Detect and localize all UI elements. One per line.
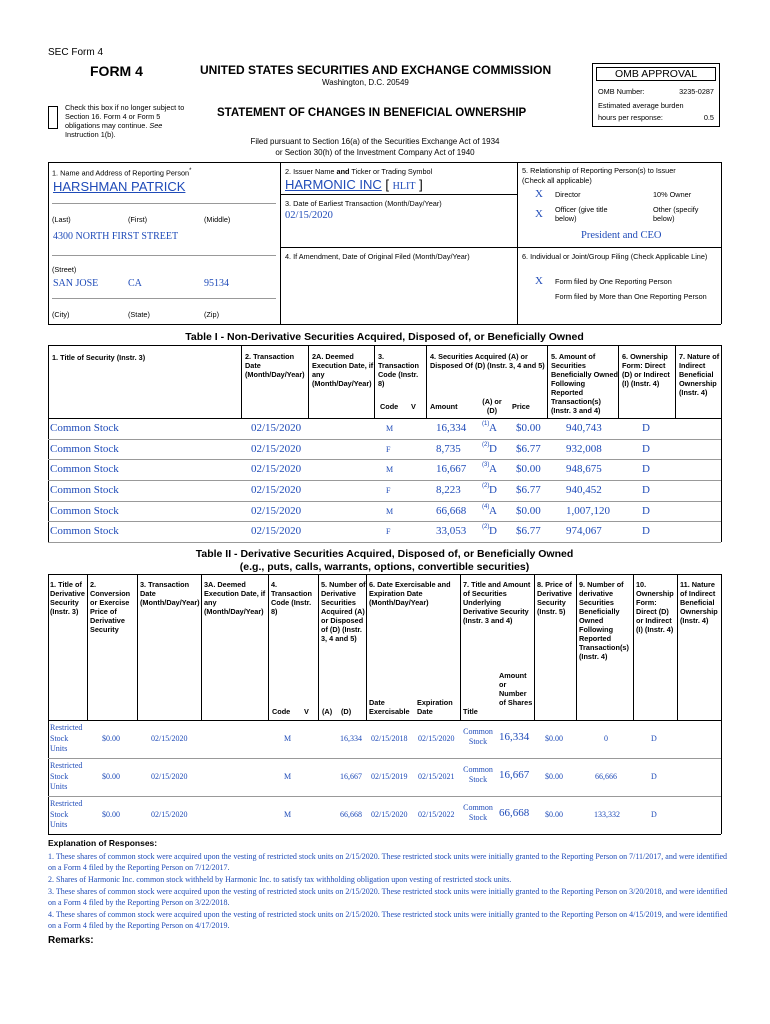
t2-row-code: M [284,734,292,743]
t1-row-title: Common Stock [50,422,119,434]
t2-row-price: $0.00 [545,734,563,743]
t1-row-form: D [642,505,650,517]
sec-form-label: SEC Form 4 [48,47,104,58]
officer-title: President and CEO [581,230,662,241]
t2-row-code: M [284,810,292,819]
t2-row-expiration: 02/15/2021 [418,772,455,781]
t1-row-date: 02/15/2020 [251,505,302,517]
t1-h-price: Price [512,402,530,411]
t1-h-nature: 7. Nature of Indirect Beneficial Ownership (Instr. 4) [679,352,720,397]
box1-label: 1. Name and Address of Reporting Person* [52,168,192,178]
t1-row-form: D [642,525,650,537]
t2-row-date: 02/15/2020 [151,810,188,819]
t1-row-footnote[interactable]: (3) [482,462,490,468]
omb-approval-box [592,63,720,127]
t2-row-title: Restricted Stock Units [50,799,83,829]
t1-row-footnote[interactable]: (4) [482,504,490,510]
box4-label: 4. If Amendment, Date of Original Filed (Month/Day/Year) [285,252,470,261]
t1-row-owned: 932,008 [566,443,602,455]
omb-number: 3235-0287 [679,87,714,96]
t2-h-expiration: Expiration Date [417,698,453,716]
commission-city: Washington, D.C. 20549 [322,78,409,87]
t2-row-form: D [651,772,657,781]
t1-h-deemed: 2A. Deemed Execution Date, if any (Month/Day/Year) [312,352,374,388]
omb-number-label: OMB Number: [598,87,645,96]
t1-h-code: 3. Transaction Code (Instr. 8) [378,352,419,388]
t2-row-form: D [651,734,657,743]
t2-row-owned: 0 [604,734,608,743]
issuer-name[interactable]: HARMONIC INC [285,177,382,192]
form-number: FORM 4 [90,63,143,79]
t1-row-owned: 948,675 [566,463,602,475]
t1-row-ad: A [489,422,497,434]
first-label: (First) [128,215,148,224]
t2-row-amount: 16,334 [499,731,530,743]
box5-label: 5. Relationship of Reporting Person(s) to Issuer [522,166,676,175]
checkbox-instruction: Check this box if no longer subject to Section 16. Form 4 or Form 5 obligations may continue. See Instruction 1(b). [65,103,185,139]
t2-row-form: D [651,810,657,819]
filed-pursuant-2: or Section 30(h) of the Investment Company Act of 1940 [275,148,475,157]
table2-title-1: Table II - Derivative Securities Acquired, Disposed of, or Beneficially Owned [195,548,574,560]
t2-row-owned: 133,332 [594,810,620,819]
t1-row-footnote[interactable]: (1) [482,421,490,427]
t1-row-price: $0.00 [516,463,541,475]
t1-h-acquired: 4. Securities Acquired (A) or Disposed Of (D) (Instr. 3, 4 and 5) [430,352,545,370]
ticker-symbol: HLIT [392,181,416,192]
omb-title: OMB APPROVAL [596,67,716,81]
t2-row-amount: 16,667 [499,769,530,781]
t1-row-code: F [386,486,391,495]
t1-row-owned: 1,007,120 [566,505,610,517]
director-mark[interactable]: X [535,188,543,200]
t1-row-date: 02/15/2020 [251,443,302,455]
last-label: (Last) [52,215,71,224]
explanation-heading: Explanation of Responses: [48,838,158,848]
t2-h-conversion: 2. Conversion or Exercise Price of Derivative Security [90,580,131,634]
officer-mark[interactable]: X [535,208,543,220]
t2-row-conversion: $0.00 [102,772,120,781]
table1-title: Table I - Non-Derivative Securities Acquired, Disposed of, or Beneficially Owned [185,331,584,343]
t2-h-number: 5. Number of Derivative Securities Acquired (A) or Disposed of (D) (Instr. 3, 4 and 5) [321,580,366,643]
issuer-line: HARMONIC INC [ HLIT ] [285,177,423,192]
city-label: (City) [52,310,70,319]
t1-row-ad: D [489,525,497,537]
one-person-mark[interactable]: X [535,275,543,287]
box2-label: 2. Issuer Name and Ticker or Trading Symbol [285,167,433,176]
t2-row-date: 02/15/2020 [151,772,188,781]
t1-row-footnote[interactable]: (2) [482,524,490,530]
t1-row-title: Common Stock [50,443,119,455]
more-person-label: Form filed by More than One Reporting Person [555,292,707,301]
state-label: (State) [128,310,150,319]
statement-title: STATEMENT OF CHANGES IN BENEFICIAL OWNERSHIP [217,107,527,119]
t1-row-price: $0.00 [516,505,541,517]
t2-h-a: (A) [322,707,333,716]
t1-row-amount: 33,053 [436,525,467,537]
t1-row-title: Common Stock [50,505,119,517]
city-value: SAN JOSE [53,278,99,289]
t2-row-amount: 66,668 [499,807,530,819]
t1-h-amount: Amount [430,402,458,411]
box6-label: 6. Individual or Joint/Group Filing (Check Applicable Line) [522,252,708,261]
t1-row-code: F [386,527,391,536]
t1-row-amount: 66,668 [436,505,467,517]
footnote-3: 3. These shares of common stock were acquired upon the vesting of restricted stock units on 2/15/2020. These restricted stock units were initially granted to the Reporting Person on 3/20/2018, and were identified on a Form 4 filed by the Reporting Person on 3/22/2018. [48,887,728,907]
t2-row-conversion: $0.00 [102,734,120,743]
t2-h-code-sub: Code [272,707,291,716]
footnote-2: 2. Shares of Harmonic Inc. common stock withheld by Harmonic Inc. to satisfy tax withholding obligation upon vesting of restricted stock units. [48,875,512,884]
t2-row-price: $0.00 [545,810,563,819]
t2-row-underlying-title: Common Stock [463,803,493,822]
t1-row-title: Common Stock [50,484,119,496]
t2-row-price: $0.00 [545,772,563,781]
t1-row-ad: A [489,505,497,517]
t1-row-amount: 16,667 [436,463,467,475]
ten-percent-owner-label: 10% Owner [653,190,692,199]
t2-h-v: V [304,707,309,716]
t1-h-code-sub: Code [380,402,399,411]
other-label: Other (specify below) [653,205,699,223]
filed-pursuant-1: Filed pursuant to Section 16(a) of the Securities Exchange Act of 1934 [250,137,500,146]
t1-row-ad: D [489,443,497,455]
footnote-1: 1. These shares of common stock were acquired upon the vesting of restricted stock units on 2/15/2020. These restricted stock units were initially granted to the Reporting Person on 7/11/2017, and were identified on a Form 4 filed by the Reporting Person on 7/12/2017. [48,852,728,872]
t2-row-title: Restricted Stock Units [50,723,83,753]
t1-h-date: 2. Transaction Date (Month/Day/Year) [245,352,305,379]
t2-h-amount-shares: Amount or Number of Shares [499,671,533,707]
t1-row-owned: 940,743 [566,422,602,434]
footnote-4: 4. These shares of common stock were acquired upon the vesting of restricted stock units on 2/15/2020. These restricted stock units were initially granted to the Reporting Person on 4/15/2019, and were identified on a Form 4 filed by the Reporting Person on 4/17/2019. [48,910,728,930]
t1-row-ad: D [489,484,497,496]
t2-row-title: Restricted Stock Units [50,761,83,791]
omb-burden-label: Estimated average burden [598,101,684,110]
t1-row-price: $6.77 [516,484,541,496]
t2-row-underlying-title: Common Stock [463,765,493,784]
t2-row-underlying-title: Common Stock [463,727,493,746]
t1-row-amount: 16,334 [436,422,467,434]
t1-row-form: D [642,422,650,434]
t1-row-footnote[interactable]: (2) [482,442,490,448]
t2-row-disposed: 16,667 [340,772,362,781]
t2-h-underlying: 7. Title and Amount of Securities Underlying Derivative Security (Instr. 3 and 4) [463,580,531,625]
t1-row-owned: 974,067 [566,525,602,537]
t2-h-exercisable: 6. Date Exercisable and Expiration Date (Month/Day/Year) [369,580,451,607]
t2-h-sub-title: Title [463,707,478,716]
t1-h-aord: (A) or (D) [482,397,502,415]
commission-title: UNITED STATES SECURITIES AND EXCHANGE COMMISSION [200,63,552,77]
t2-row-date-exercisable: 02/15/2018 [371,734,408,743]
t2-row-code: M [284,772,292,781]
one-person-label: Form filed by One Reporting Person [555,277,672,286]
t2-row-conversion: $0.00 [102,810,120,819]
middle-label: (Middle) [204,215,231,224]
no-longer-subject-checkbox[interactable] [48,106,58,129]
t1-row-date: 02/15/2020 [251,525,302,537]
t1-row-date: 02/15/2020 [251,484,302,496]
zip-value: 95134 [204,278,229,289]
t1-row-form: D [642,463,650,475]
t2-h-d: (D) [341,707,352,716]
t1-row-code: F [386,445,391,454]
t2-h-date-exercisable: Date Exercisable [369,698,410,716]
t1-h-owned: 5. Amount of Securities Beneficially Owned Following Reported Transaction(s) (Instr. 3 and 4) [551,352,618,415]
street-label: (Street) [52,265,77,274]
t2-h-code: 4. Transaction Code (Instr. 8) [271,580,312,616]
t2-row-expiration: 02/15/2020 [418,734,455,743]
officer-label: Officer (give title below) [555,205,608,223]
t2-h-title: 1. Title of Derivative Security (Instr. 3) [50,580,85,616]
t2-row-disposed: 66,668 [340,810,362,819]
t1-row-date: 02/15/2020 [251,422,302,434]
t2-h-form: 10. Ownership Form: Direct (D) or Indirect (I) (Instr. 4) [636,580,674,634]
zip-label: (Zip) [204,310,219,319]
box3-label: 3. Date of Earliest Transaction (Month/Day/Year) [285,199,442,208]
t1-row-amount: 8,735 [436,443,461,455]
t2-row-date-exercisable: 02/15/2019 [371,772,408,781]
t2-row-disposed: 16,334 [340,734,362,743]
t2-h-date: 3. Transaction Date (Month/Day/Year) [140,580,200,607]
street-value: 4300 NORTH FIRST STREET [53,231,179,242]
box5-label-2: (Check all applicable) [522,176,592,185]
t1-row-price: $0.00 [516,422,541,434]
t2-row-date-exercisable: 02/15/2020 [371,810,408,819]
t1-h-v: V [411,402,416,411]
t1-row-date: 02/15/2020 [251,463,302,475]
t1-row-code: M [386,465,394,474]
t2-row-date: 02/15/2020 [151,734,188,743]
omb-hours-label: hours per response: [598,113,663,122]
t1-row-amount: 8,223 [436,484,461,496]
t1-row-footnote[interactable]: (2) [482,483,490,489]
t2-h-owned: 9. Number of derivative Securities Beneficially Owned Following Reported Transaction(s) (Instr. 4) [579,580,629,661]
t1-row-code: M [386,424,394,433]
t2-h-deemed: 3A. Deemed Execution Date, if any (Month/Day/Year) [204,580,266,616]
director-label: Director [555,190,581,199]
t1-row-title: Common Stock [50,463,119,475]
t1-row-price: $6.77 [516,525,541,537]
omb-hours: 0.5 [703,113,714,122]
t1-row-form: D [642,484,650,496]
t1-row-form: D [642,443,650,455]
state-value: CA [128,278,142,289]
t2-h-price: 8. Price of Derivative Security (Instr. 5) [537,580,572,616]
reporting-person-name[interactable]: HARSHMAN PATRICK [53,179,186,194]
t1-row-price: $6.77 [516,443,541,455]
t1-row-owned: 940,452 [566,484,602,496]
t2-row-owned: 66,666 [595,772,617,781]
t1-row-title: Common Stock [50,525,119,537]
earliest-transaction-date: 02/15/2020 [285,210,333,221]
t1-row-ad: A [489,463,497,475]
table2-title-2: (e.g., puts, calls, warrants, options, convertible securities) [239,561,530,573]
t1-row-code: M [386,507,394,516]
t2-h-nature: 11. Nature of Indirect Beneficial Ownership (Instr. 4) [680,580,718,625]
t2-row-expiration: 02/15/2022 [418,810,455,819]
remarks-heading: Remarks: [48,935,94,946]
t1-h-form: 6. Ownership Form: Direct (D) or Indirect (I) (Instr. 4) [622,352,670,388]
t1-h-title: 1. Title of Security (Instr. 3) [52,353,146,362]
